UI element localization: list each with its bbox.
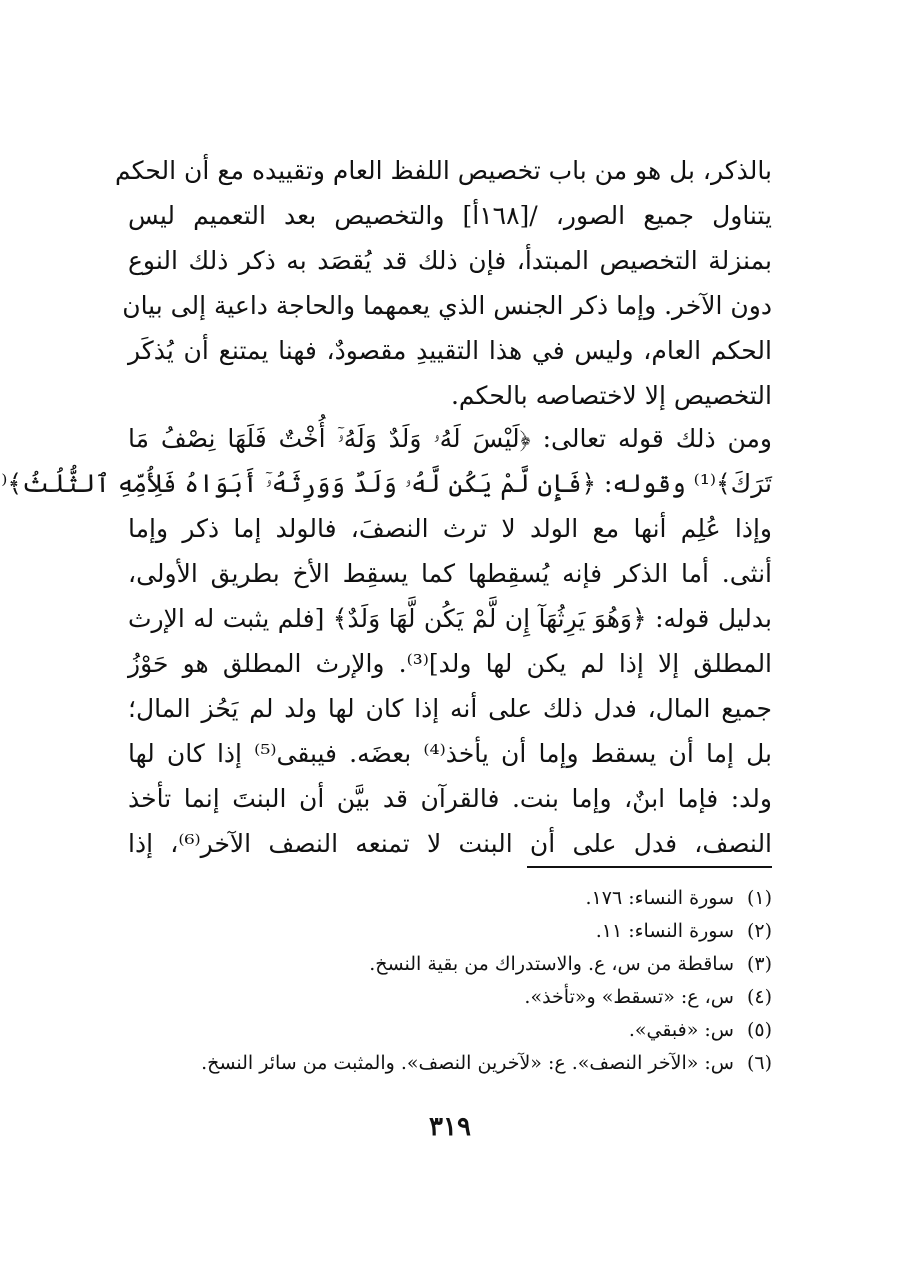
text-line: ومن ذلك قوله تعالى: ﴿لَيْسَ لَهُۥ وَلَدٌ وَلَهُۥٓ أُخْتٌ فَلَهَا نِصْفُ مَا xyxy=(128,424,772,453)
paragraph-2 xyxy=(1,416,773,866)
text-line: النصف، فدل على أن البنت لا تمنعه النصف الآخر⁽⁶⁾، إذا xyxy=(128,829,773,858)
footnote-divider xyxy=(527,866,772,868)
footnote xyxy=(128,948,772,981)
footnote-number: (٥) xyxy=(746,1019,772,1041)
footnote-text: س، ع: «تسقط» و«تأخذ». xyxy=(524,986,734,1008)
footnote-number: (٣) xyxy=(746,953,772,975)
text-line: بل إما أن يسقط وإما أن يأخذ⁽⁴⁾ بعضَه. فيبقى⁽⁵⁾ إذا كان لها xyxy=(128,739,772,768)
text-line: جميع المال، فدل ذلك على أنه إذا كان لها ولد لم يَحُز المال؛ xyxy=(128,694,772,723)
footnote-text: س: «الآخر النصف». ع: «لآخرين النصف». والمثبت من سائر النسخ. xyxy=(201,1052,734,1074)
text-line: بمنزلة التخصيص المبتدأ، فإن ذلك قد يُقصَد به ذكر ذلك النوع xyxy=(128,246,772,275)
text-line: وإذا عُلِم أنها مع الولد لا ترث النصفَ، فالولد إما ذكر وإما xyxy=(128,514,772,543)
text-line: أنثى. أما الذكر فإنه يُسقِطها كما يسقِط الأخ بطريق الأولى، xyxy=(128,559,772,588)
footnotes xyxy=(128,882,772,1080)
footnote-text: سورة النساء: ١٧٦. xyxy=(585,887,734,909)
footnote-number: (٦) xyxy=(746,1052,772,1074)
footnote xyxy=(128,1047,772,1080)
footnote xyxy=(128,915,772,948)
text-line: بدليل قوله: ﴿وَهُوَ يَرِثُهَآ إِن لَّمْ يَكُن لَّهَا وَلَدٌ﴾ [فلم يثبت له الإرث xyxy=(128,604,772,633)
footnote-text: سورة النساء: ١١. xyxy=(595,920,734,942)
footnote xyxy=(128,1014,772,1047)
footnote xyxy=(128,882,772,915)
footnote-number: (١) xyxy=(746,887,772,909)
footnote-number: (٤) xyxy=(746,986,772,1008)
page-number: ٣١٩ xyxy=(429,1112,471,1142)
text-line: التخصيص إلا لاختصاصه بالحكم. xyxy=(450,381,772,410)
text-line: الحكم العام، وليس في هذا التقييدِ مقصودٌ، فهنا يمتنع أن يُذكَر xyxy=(128,336,772,365)
text-line: يتناول جميع الصور، /[١٦٨أ] والتخصيص بعد التعميم ليس xyxy=(128,201,772,230)
text-line: تَرَكَ﴾⁽¹⁾ وقوله: ﴿فَإِن لَّمْ يَكُن لَّهُۥ وَلَدٌ وَوَرِثَهُۥٓ أَبَوَاهُ فَلِأُمِّهِ ٱلثُّلُثُ﴾⁽ xyxy=(1,469,772,498)
footnote-text: ساقطة من س، ع. والاستدراك من بقية النسخ. xyxy=(369,953,734,975)
paragraph-1 xyxy=(114,148,772,418)
text-line: المطلق إلا إذا لم يكن لها ولد]⁽³⁾. والإرث المطلق هو حَوْزُ xyxy=(128,649,773,678)
text-line: بالذكر، بل هو من باب تخصيص اللفظ العام وتقييده مع أن الحكم xyxy=(114,156,772,185)
footnote-number: (٢) xyxy=(746,920,772,942)
footnote-text: س: «فبقي». xyxy=(628,1019,734,1041)
footnote xyxy=(128,981,772,1014)
text-line: دون الآخر. وإما ذكر الجنس الذي يعمهما والحاجة داعية إلى بيان xyxy=(122,291,772,320)
text-line: ولد: فإما ابنٌ، وإما بنت. فالقرآن قد بيَّن أن البنتَ إنما تأخذ xyxy=(128,784,772,813)
